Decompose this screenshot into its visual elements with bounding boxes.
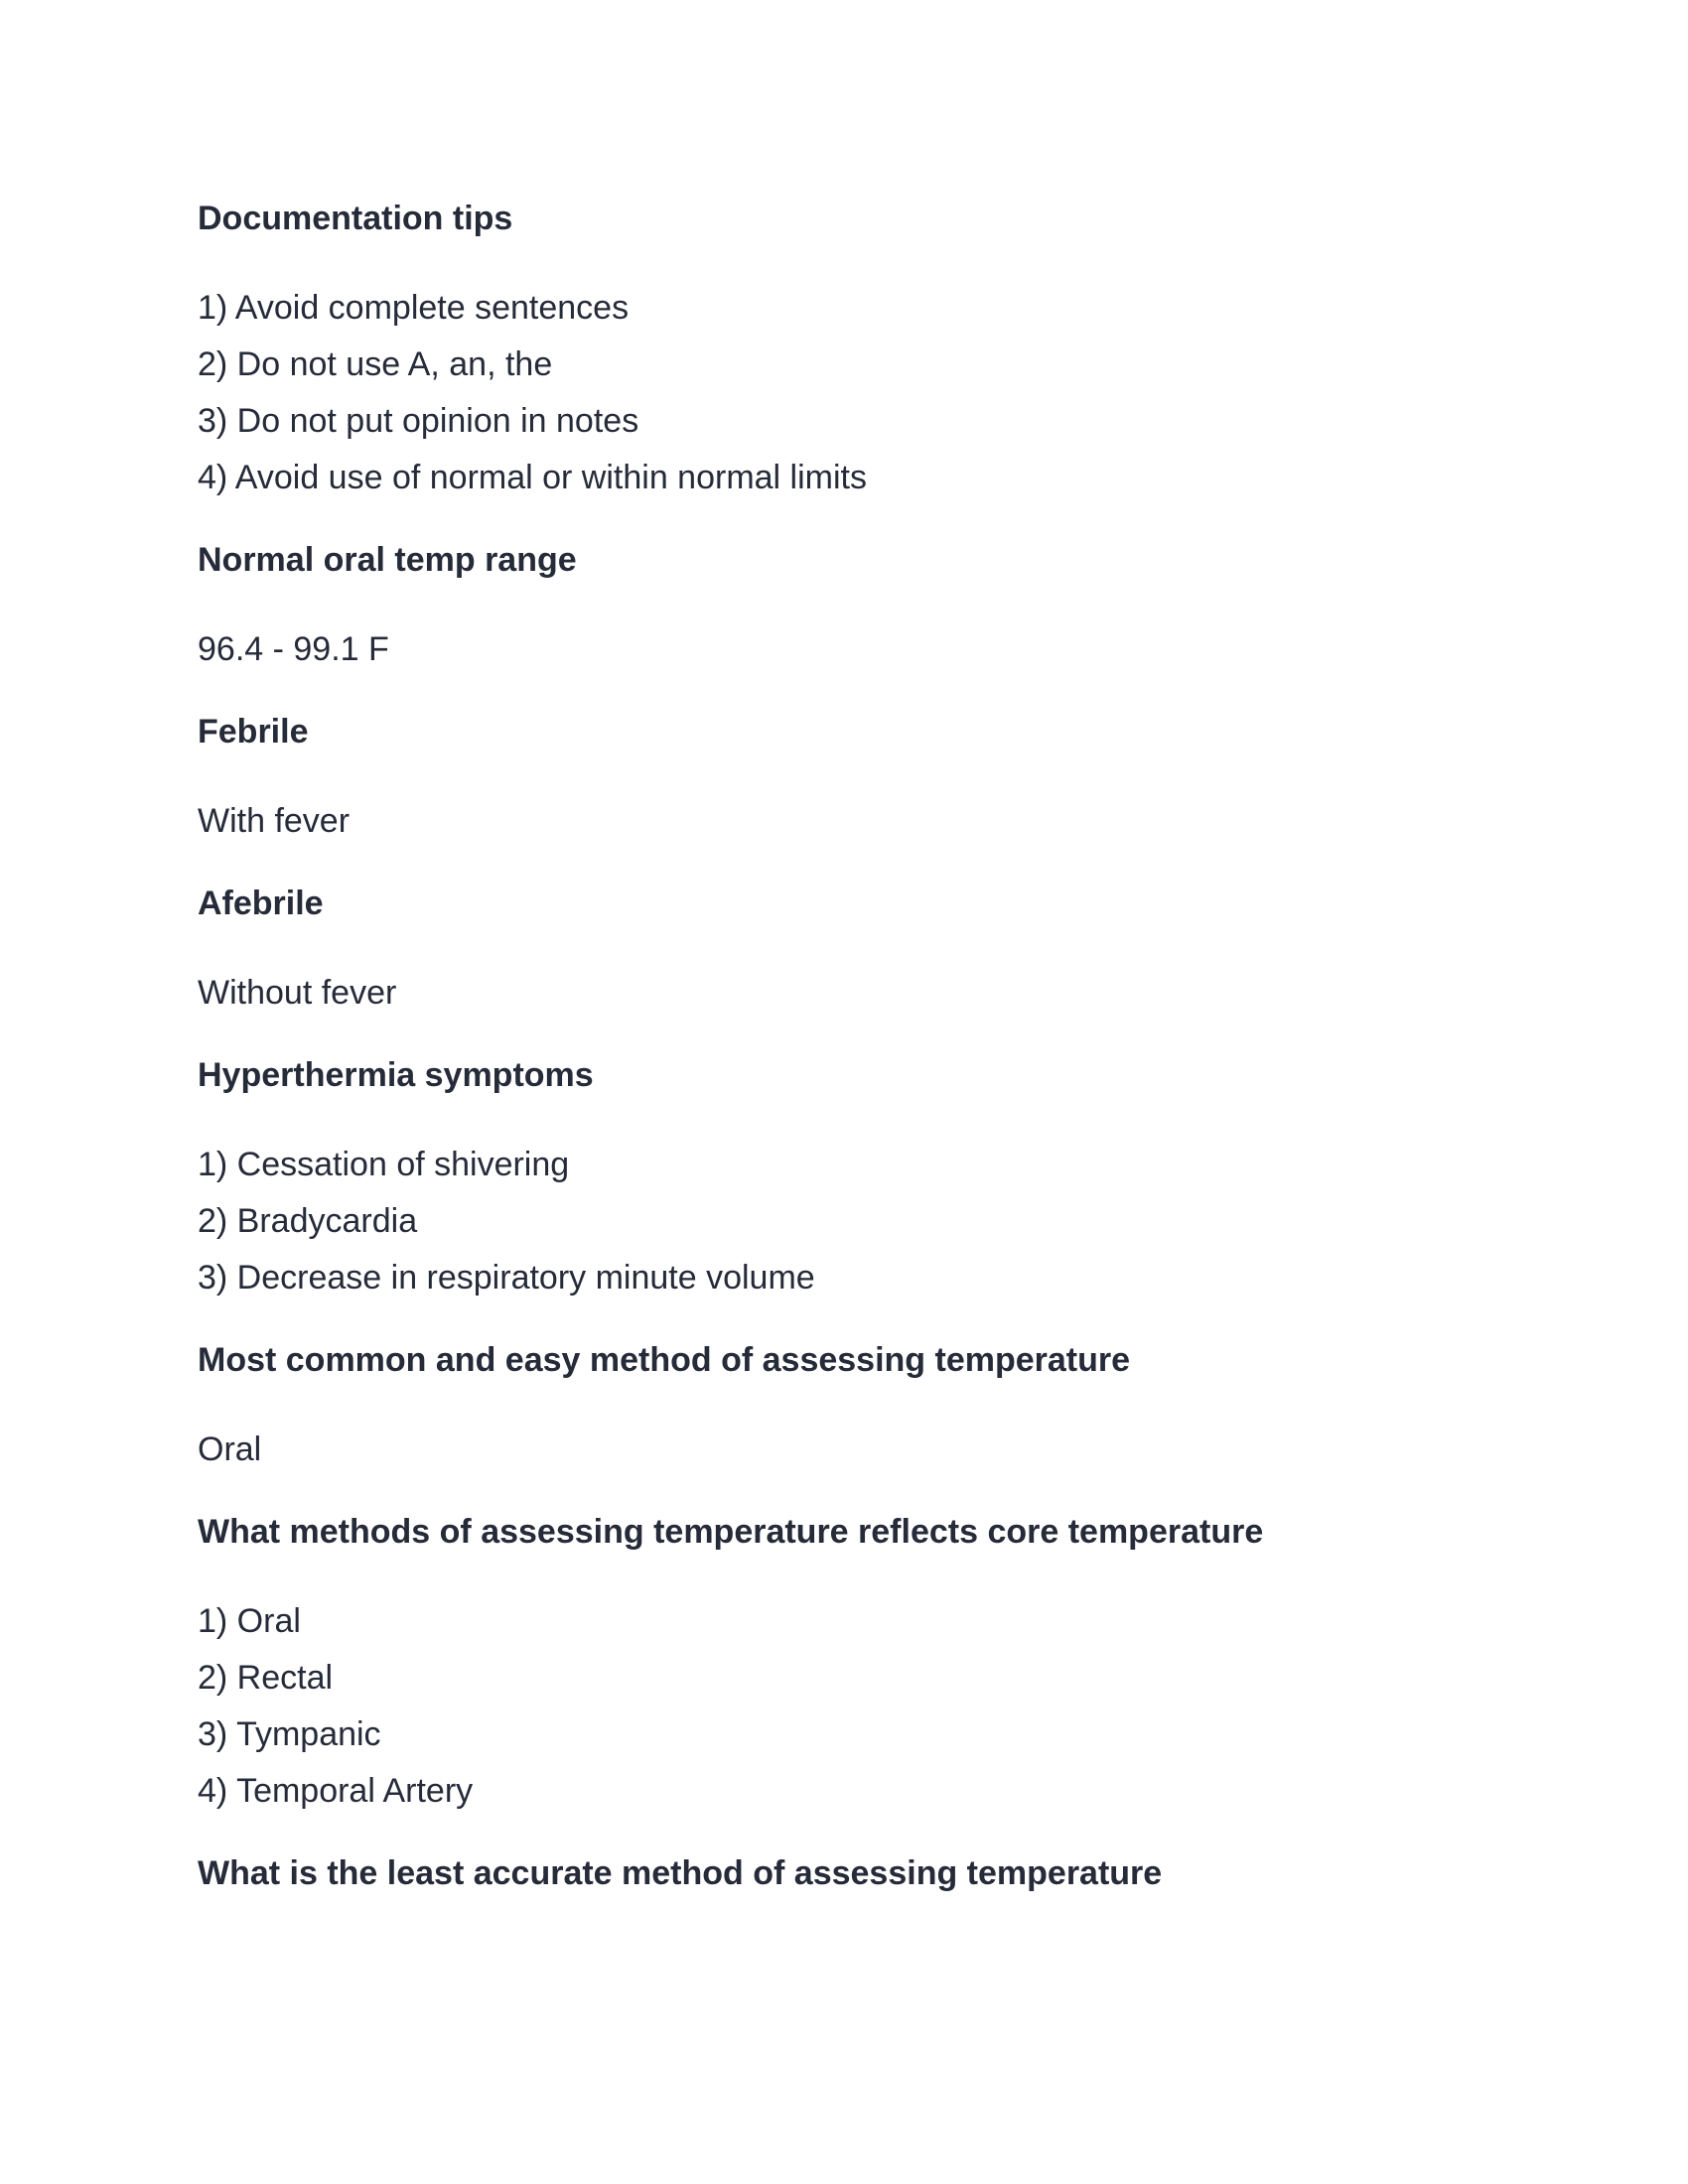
section-documentation-tips [198, 194, 1488, 502]
section-heading: Afebrile [198, 885, 324, 922]
section-answer [198, 968, 1488, 1018]
section-febrile [198, 707, 1488, 846]
section-afebrile [198, 879, 1488, 1018]
list-item: 2) Rectal [198, 1659, 334, 1697]
section-heading: Normal oral temp range [198, 541, 577, 579]
list-item: 2) Do not use A, an, the [198, 345, 553, 383]
list-item: 4) Avoid use of normal or within normal limits [198, 459, 867, 496]
answer-text: With fever [198, 802, 351, 840]
section-heading: Most common and easy method of assessing temperature [198, 1341, 1131, 1379]
list-item: 3) Do not put opinion in notes [198, 402, 639, 440]
section-least-accurate-method [198, 1848, 1488, 1898]
list-item: 4) Temporal Artery [198, 1772, 474, 1810]
section-normal-oral-temp-range [198, 535, 1488, 674]
answer-text: Oral [198, 1431, 262, 1468]
section-answer [198, 1425, 1488, 1474]
section-answer [198, 283, 1488, 502]
section-heading: What is the least accurate method of assessing temperature [198, 1854, 1163, 1892]
section-most-common-method [198, 1335, 1488, 1474]
section-heading: What methods of assessing temperature reflects core temperature [198, 1513, 1264, 1551]
list-item: 1) Avoid complete sentences [198, 289, 630, 327]
section-hyperthermia-symptoms [198, 1050, 1488, 1302]
list-item: 2) Bradycardia [198, 1202, 418, 1240]
list-item: 3) Tympanic [198, 1715, 381, 1753]
list-item: 1) Oral [198, 1602, 301, 1640]
section-heading: Febrile [198, 713, 309, 751]
answer-text: Without fever [198, 974, 397, 1012]
document-page [198, 194, 1488, 1938]
section-answer [198, 796, 1488, 846]
section-core-temperature-methods [198, 1507, 1488, 1816]
list-item: 1) Cessation of shivering [198, 1146, 570, 1183]
list-item: 3) Decrease in respiratory minute volume [198, 1259, 815, 1297]
section-heading: Documentation tips [198, 200, 513, 237]
answer-text: 96.4 - 99.1 F [198, 630, 389, 668]
section-answer [198, 1140, 1488, 1302]
section-answer [198, 1596, 1488, 1816]
section-heading: Hyperthermia symptoms [198, 1056, 594, 1094]
section-answer [198, 624, 1488, 674]
